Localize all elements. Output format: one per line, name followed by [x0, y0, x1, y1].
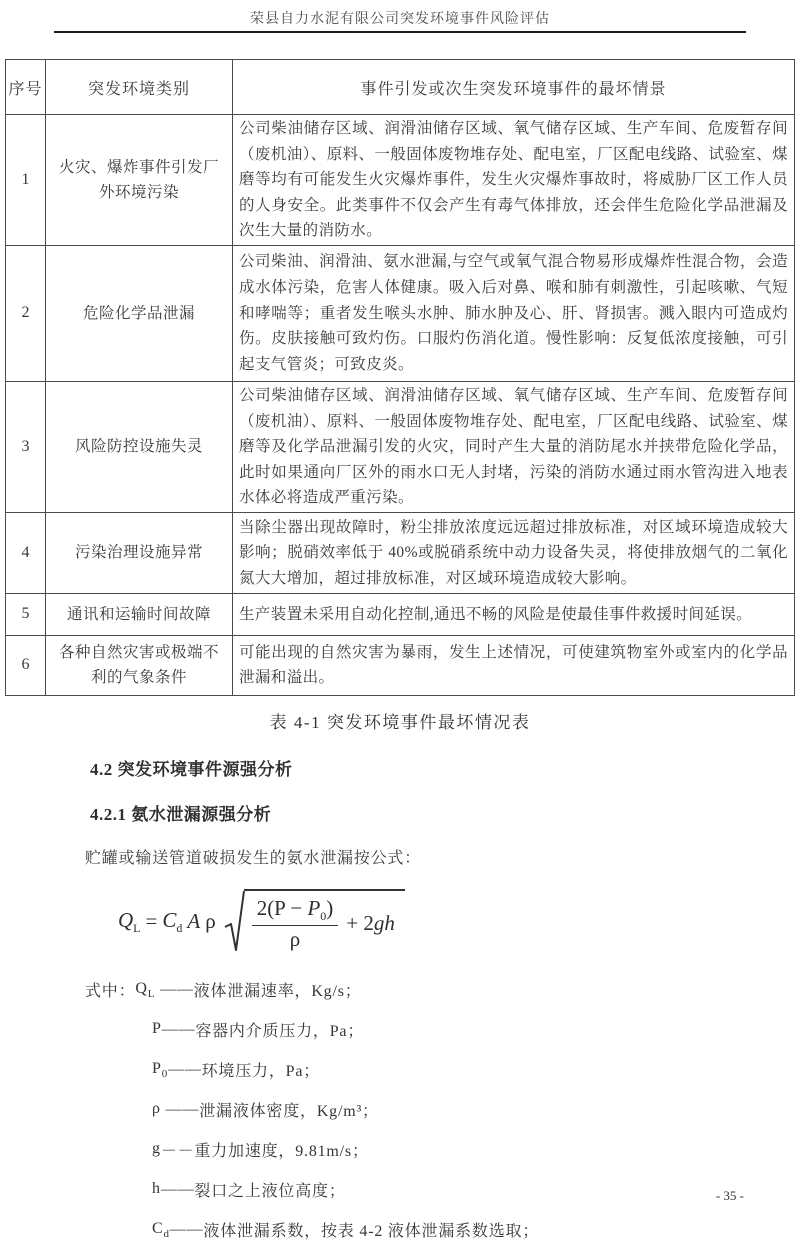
radicand	[244, 889, 405, 951]
legend-symbol: $P_0$	[152, 1059, 169, 1081]
legend-line	[0, 1130, 800, 1170]
row-scenario: 公司柴油、润滑油、氨水泄漏,与空气或氧气混合物易形成爆炸性混合物，会造成水体污染，危害人体健康。吸入后对鼻、喉和肺有刺激性，引起咳嗽、气短和哮喘等；重者发生喉头水肿、肺水肿及心、肝、肾损害。溅入眼内可造成灼伤。皮肤接触可致灼伤。口服灼伤消化道。慢性影响：反复低浓度接触，可引起支气管炎；可致皮炎。	[233, 245, 795, 381]
row-scenario: 公司柴油储存区域、润滑油储存区域、氧气储存区域、生产车间、危废暂存间（废机油）、原料、一般固体废物堆存处、配电室，厂区配电线路、试验室、煤磨等均有可能发生火灾爆炸事件，发生火灾爆炸事故时，将威胁厂区工作人员的人身安全。此类事件不仅会产生有毒气体排放，还会伴生危险化学品泄漏及次生大量的消防水。	[233, 115, 795, 246]
row-number: 1	[6, 115, 46, 246]
table-row	[6, 115, 795, 246]
legend-line	[0, 1050, 800, 1090]
row-number: 3	[6, 381, 46, 512]
legend-symbol: g	[152, 1139, 161, 1157]
fraction-denominator: ρ	[289, 926, 301, 951]
row-category: 各种自然灾害或极端不利的气象条件	[46, 635, 233, 695]
legend-desc: 液体泄漏系数，按表 4-2 液体泄漏系数选取；	[203, 1223, 540, 1241]
page-number: - 35 -	[715, 1188, 744, 1203]
column-header-scenario: 事件引发或次生突发环境事件的最坏情景	[233, 60, 795, 115]
row-category: 污染治理设施异常	[46, 512, 233, 593]
rho-symbol: ρ	[205, 909, 216, 934]
legend-desc: 环境压力，Pa；	[201, 1063, 321, 1081]
header-divider	[54, 31, 746, 33]
row-scenario: 生产装置未采用自动化控制,通迅不畅的风险是使最佳事件救援时间延误。	[233, 593, 795, 635]
radical-sign-icon	[224, 889, 246, 955]
formula-legend	[0, 970, 800, 1250]
gravity-term: + 2gh	[346, 911, 395, 935]
legend-symbol: P	[152, 1019, 162, 1037]
legend-dash: ——	[165, 1100, 200, 1118]
worst-case-scenario-table	[5, 59, 795, 696]
legend-line	[0, 1090, 800, 1130]
legend-desc: 重力加速度，9.81m/s；	[194, 1143, 369, 1161]
legend-dash: ——	[161, 1020, 196, 1038]
column-header-category: 突发环境类别	[46, 60, 233, 115]
legend-symbol: h	[152, 1179, 161, 1197]
legend-dash: ——	[160, 1180, 195, 1198]
table-row	[6, 512, 795, 593]
legend-symbol: $Q_L$	[135, 979, 156, 1001]
leak-rate-formula	[118, 886, 800, 958]
table-row	[6, 593, 795, 635]
table-header-row	[6, 60, 795, 115]
legend-symbol: ρ	[152, 1099, 161, 1117]
fraction-numerator: $2(P - P_0)$	[252, 896, 339, 926]
legend-line	[0, 1170, 800, 1210]
row-number: 4	[6, 512, 46, 593]
area-symbol: A	[187, 909, 201, 934]
formula-intro-paragraph: 贮罐或输送管道破损发生的氨水泄漏按公式：	[85, 849, 422, 867]
row-scenario: 当除尘器出现故障时，粉尘排放浓度远远超过排放标准，对区域环境造成较大影响；脱硝效率低于 40%或脱硝系统中动力设备失灵，将使排放烟气的二氧化氮大大增加，超过排放标准，对区域环境造成较大影响。	[233, 512, 795, 593]
table-row	[6, 381, 795, 512]
table-row	[6, 635, 795, 695]
pressure-fraction	[252, 896, 339, 951]
legend-desc: 泄漏液体密度，Kg/m³；	[199, 1103, 379, 1121]
legend-desc: 容器内介质压力，Pa；	[195, 1023, 365, 1041]
legend-desc: 液体泄漏速率，Kg/s；	[193, 983, 362, 1001]
legend-line	[0, 1010, 800, 1050]
square-root	[224, 889, 405, 955]
section-heading-4-2: 4.2 突发环境事件源强分析	[90, 759, 293, 779]
legend-dash: ——	[160, 980, 194, 998]
equals-sign: =	[145, 909, 158, 934]
row-category: 危险化学品泄漏	[46, 245, 233, 381]
row-scenario: 可能出现的自然灾害为暴雨，发生上述情况，可使建筑物室外或室内的化学品泄漏和溢出。	[233, 635, 795, 695]
legend-symbol: $C_d$	[152, 1219, 170, 1241]
table-caption: 表 4-1 突发环境事件最坏情况表	[269, 712, 531, 732]
row-scenario: 公司柴油储存区域、润滑油储存区域、氧气储存区域、生产车间、危废暂存间（废机油）、原料、一般固体废物堆存处、配电室，厂区配电线路、试验室、煤磨等及化学品泄漏引发的火灾，同时产生大量的消防尾水并挟带危险化学品，此时如果通向厂区外的雨水口无人封堵，污染的消防水通过雨水管沟进入地表水体必将造成严重污染。	[233, 381, 795, 512]
row-number: 6	[6, 635, 46, 695]
page-header-title: 荣县自力水泥有限公司突发环境事件风险评估	[250, 12, 550, 27]
row-number: 2	[6, 245, 46, 381]
column-header-no: 序号	[6, 60, 46, 115]
row-category: 风险防控设施失灵	[46, 381, 233, 512]
legend-dash: ——	[169, 1220, 204, 1238]
row-category: 通讯和运输时间故障	[46, 593, 233, 635]
discharge-coefficient: $C_d$	[162, 907, 183, 936]
legend-lead: 式中：	[85, 983, 136, 1001]
formula-lhs: $Q_L$	[118, 907, 141, 936]
row-number: 5	[6, 593, 46, 635]
table-row	[6, 245, 795, 381]
section-heading-4-2-1: 4.2.1 氨水泄漏源强分析	[90, 804, 272, 824]
legend-desc: 裂口之上液位高度；	[194, 1183, 346, 1201]
legend-line	[0, 970, 800, 1010]
legend-dash: －－	[160, 1143, 195, 1161]
row-category: 火灾、爆炸事件引发厂外环境污染	[46, 115, 233, 246]
legend-dash: ——	[168, 1060, 202, 1078]
